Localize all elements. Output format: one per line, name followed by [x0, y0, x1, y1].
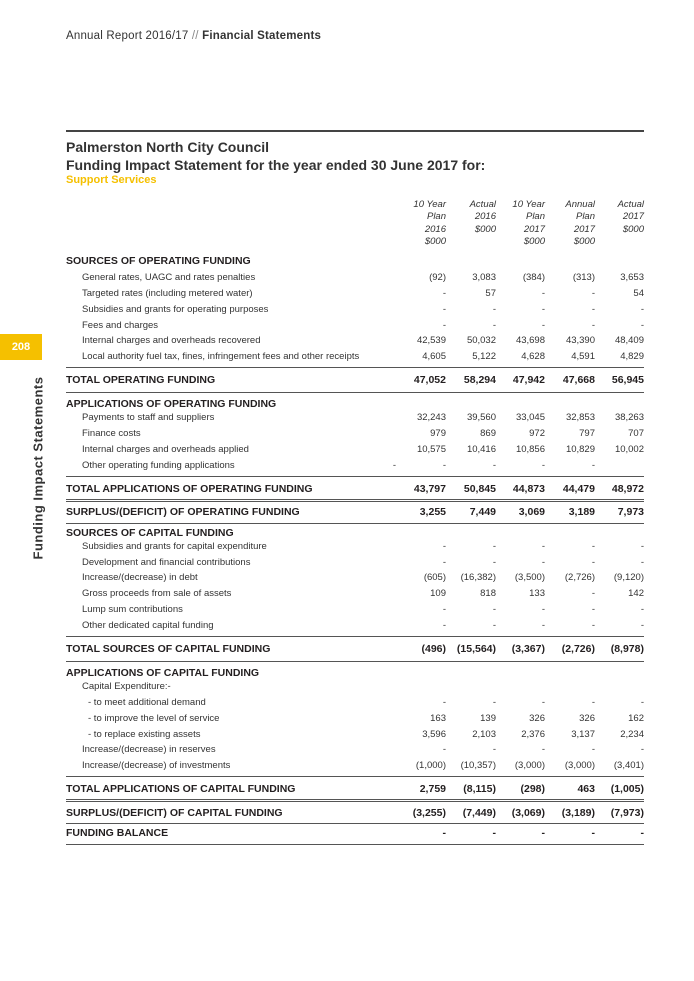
section-heading: SOURCES OF CAPITAL FUNDING — [66, 527, 234, 539]
divider — [66, 844, 644, 845]
divider — [66, 661, 644, 662]
section-heading: APPLICATIONS OF OPERATING FUNDING — [66, 398, 277, 410]
column-header: Annual Plan 2017 $000 — [565, 199, 595, 247]
divider — [66, 823, 644, 824]
divider — [66, 367, 644, 368]
column-header: 10 Year Plan 2017 $000 — [512, 199, 545, 247]
divider — [66, 799, 644, 802]
statement-title: Funding Impact Statement for the year ended 30 June 2017 for: — [66, 157, 486, 173]
organization-name: Palmerston North City Council — [66, 139, 270, 155]
section-heading: SOURCES OF OPERATING FUNDING — [66, 255, 251, 267]
running-header — [66, 30, 321, 42]
column-header: 10 Year Plan 2016 $000 — [413, 199, 446, 247]
divider — [66, 523, 644, 524]
divider — [66, 499, 644, 502]
header-separator: // — [188, 30, 203, 42]
report-title: Annual Report 2016/17 — [66, 30, 189, 42]
divider — [66, 776, 644, 777]
header-section: Financial Statements — [202, 30, 322, 42]
activity-subtitle: Support Services — [66, 174, 157, 186]
page-number: 208 — [0, 334, 42, 360]
divider — [66, 476, 644, 477]
section-heading: APPLICATIONS OF CAPITAL FUNDING — [66, 667, 260, 679]
divider — [66, 636, 644, 637]
divider — [66, 392, 644, 393]
side-section-label: Funding Impact Statements — [30, 376, 46, 560]
column-header: Actual 2016 $000 — [469, 199, 496, 235]
title-rule — [66, 130, 644, 132]
column-header: Actual 2017 $000 — [617, 199, 644, 235]
